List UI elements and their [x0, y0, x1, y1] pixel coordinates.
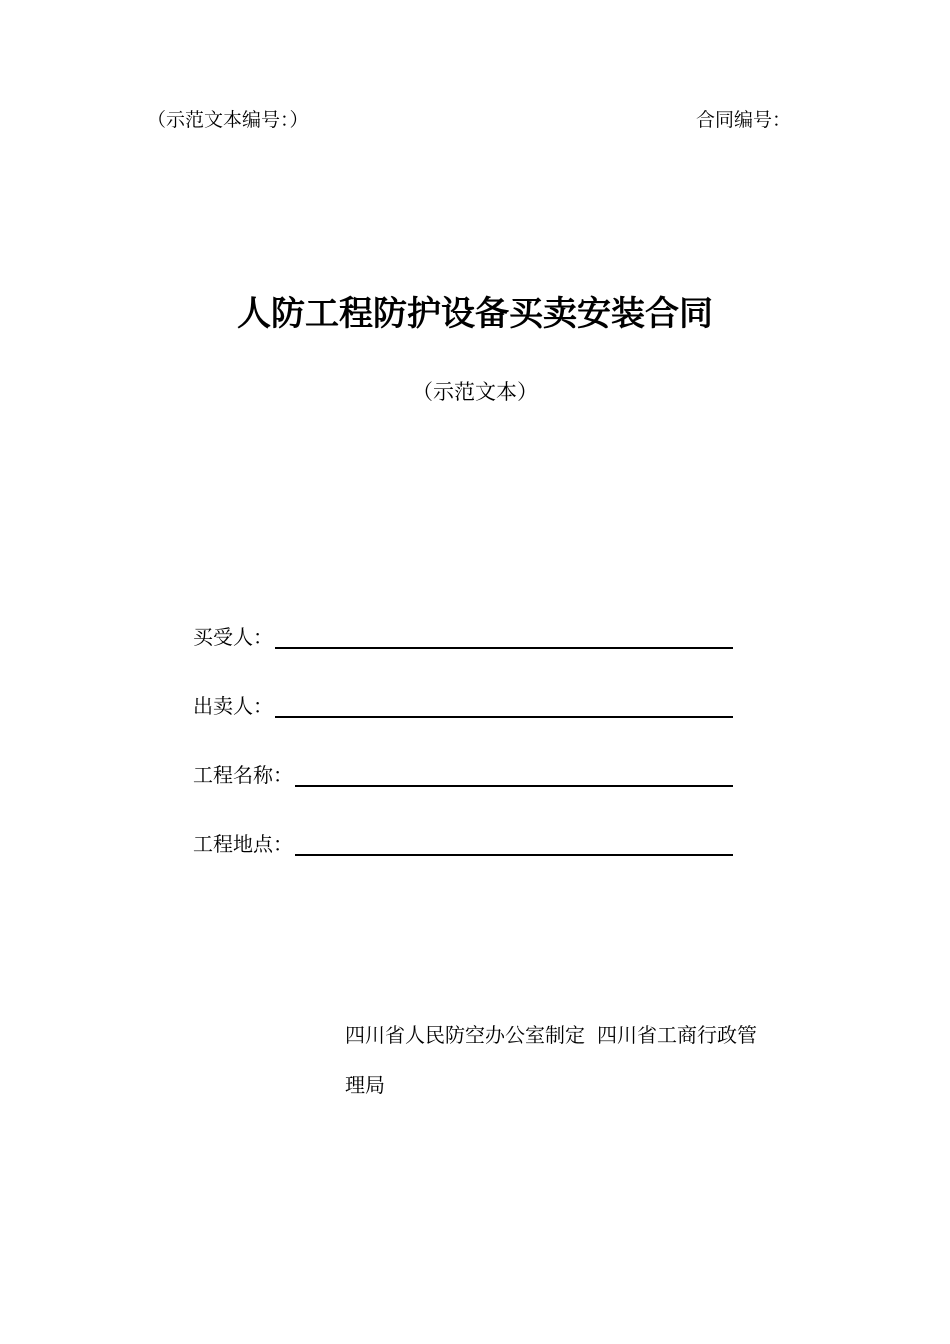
buyer-field: [193, 620, 733, 652]
seller-blank-line: [275, 716, 733, 718]
document-title: 人防工程防护设备买卖安装合同: [237, 294, 713, 334]
seller-label: 出卖人：: [193, 694, 273, 718]
seller-field: [193, 689, 733, 721]
template-number-label: （示范文本编号：）: [147, 109, 309, 131]
issuer-line-2: [345, 1071, 385, 1099]
project-name-label: 工程名称：: [193, 763, 293, 787]
project-name-field: [193, 758, 733, 790]
issuer-civil-air-defense: 四川省人民防空办公室制定: [345, 1023, 585, 1047]
issuer-line-1: [345, 1021, 757, 1049]
project-location-label: 工程地点：: [193, 832, 293, 856]
project-location-blank-line: [295, 854, 733, 856]
project-location-field: [193, 827, 733, 859]
issuer-commerce-bureau-part2: 理局: [345, 1073, 385, 1097]
contract-number-label: 合同编号：: [696, 109, 792, 131]
issuer-commerce-bureau-part1: 四川省工商行政管: [597, 1023, 757, 1047]
document-subtitle: （示范文本）: [412, 380, 538, 404]
buyer-blank-line: [275, 647, 733, 649]
buyer-label: 买受人：: [193, 625, 273, 649]
project-name-blank-line: [295, 785, 733, 787]
